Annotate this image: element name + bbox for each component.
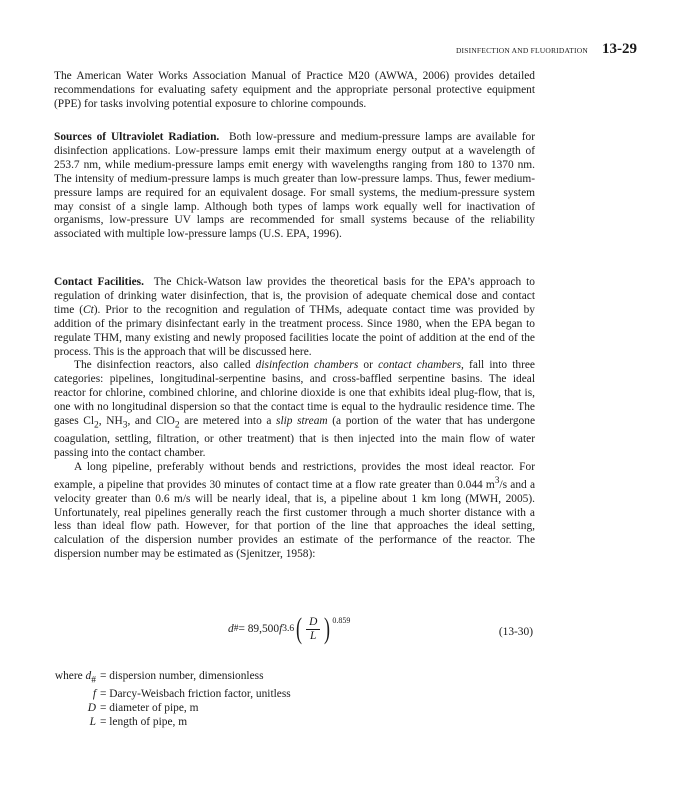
paragraph-text bbox=[54, 276, 535, 359]
paragraph-text bbox=[54, 461, 535, 562]
equation-lhs: d bbox=[228, 623, 234, 635]
running-title: DISINFECTION AND FLUORIDATION bbox=[455, 46, 588, 55]
text-run: , and ClO bbox=[127, 415, 175, 428]
uv-body: Both low-pressure and medium-pressure lamps are available for disinfection applications. Low-pressure lamps emit their maximum energy output at a wavelength of 253.7 nm, while medium-pressure lamps emit energy with wavelengths ranging from 180 to 1370 nm. The intensity of medium-pressure lamps is much greater than low-pressure lamps. Thus, fewer medium-pressure lamps are required for an equivalent dosage. For small systems, the medium-pressure system may consist of a single lamp. Although both types of lamps work equally well for inactivation of organisms, low-pressure UV lamps are recommended for small systems because of the reliability associated with multiple low-pressure lamps (U.S. EPA, 1996). bbox=[54, 131, 536, 241]
text-run: fall into three categories: pipelines, longitudinal-serpentine basins, and cross-baffled serpentine basins. The ideal reactor for chlorine, combined chlorine, and chlorine dioxide is one that exhibits ideal plug-flow, that is, one with no longitudinal dispersion so that the contact time is equal to the hydraulic residence time. The gases Cl bbox=[54, 359, 535, 428]
text-run: /s and a velocity greater than 0.6 m/s will be nearly ideal, that is, a pipeline about 1 km long (MWH, 2005). Unfortunately, real pipelines generally reach the first customer through a much shorter distance with a less than ideal flow path. However, for that portion of the line that approaches the ideal setting, calculation of the dispersion number provides an estimate of the performance of the reactor. The dispersion number may be estimated as (Sjenitzer, 1958): bbox=[54, 478, 535, 561]
text-run: are metered into a bbox=[179, 415, 277, 428]
equation-coefficient: = 89,500 bbox=[238, 623, 280, 635]
fraction-denominator: L bbox=[310, 629, 317, 642]
text-run: The disinfection reactors, also called bbox=[74, 359, 256, 372]
where-intro: where bbox=[54, 670, 83, 682]
text-run: (a portion of the water that has undergone coagulation, settling, filtration, or other treatment) that is then injected into the main flow of water passing into the contact chamber. bbox=[54, 415, 535, 460]
text-run-italic: slip stream bbox=[276, 415, 328, 428]
subscript: 2 bbox=[94, 420, 99, 431]
left-paren: ( bbox=[296, 612, 303, 645]
equation-number: (13-30) bbox=[498, 626, 533, 638]
paragraph-text bbox=[54, 359, 535, 461]
equation-fraction bbox=[306, 616, 320, 643]
text-run: The Chick-Watson law provides the theoretical basis for the EPA’s approach to regulation of drinking water disinfection, that is, the provision of adequate chemical dose and contact time ( bbox=[54, 276, 535, 316]
section-contact-facilities bbox=[54, 276, 535, 562]
equation-dispersion-number bbox=[228, 614, 350, 644]
text-run: or bbox=[358, 359, 379, 372]
equation-exponent: 0.859 bbox=[332, 616, 351, 625]
definition-label bbox=[54, 716, 100, 730]
definition-symbol: f bbox=[92, 688, 96, 701]
definition-symbol: D bbox=[87, 702, 96, 715]
definition-subscript: # bbox=[91, 675, 96, 686]
page-number: 13-29 bbox=[602, 41, 637, 57]
definition-label bbox=[54, 670, 100, 688]
definition-row bbox=[54, 670, 291, 688]
equation-lhs-subscript: # bbox=[233, 624, 239, 634]
definition-row bbox=[54, 716, 291, 730]
equation-friction-factor: f bbox=[279, 623, 283, 635]
definition-label bbox=[54, 688, 100, 702]
definition-text: = diameter of pipe, m bbox=[100, 702, 199, 715]
section-heading-uv: Sources of Ultraviolet Radiation. bbox=[54, 131, 220, 143]
superscript: 3 bbox=[494, 475, 500, 486]
section-heading-contact: Contact Facilities. bbox=[54, 276, 144, 288]
definition-text: = dispersion number, dimensionless bbox=[100, 670, 264, 682]
definition-row bbox=[54, 702, 291, 716]
subscript: 3 bbox=[122, 420, 128, 431]
text-run: ). Prior to the recognition and regulation of THMs, adequate contact time was provided by addition of the primary disinfectant early in the treatment process. Since 1980, when the EPA began to regulate THM, many existing and newly proposed facilities locate the point of addition at the end of the process. This is the approach that will be discussed here. bbox=[54, 303, 535, 358]
definition-label bbox=[54, 702, 100, 716]
text-run: , NH bbox=[98, 415, 123, 428]
text-run-italic: contact chambers, bbox=[378, 359, 464, 372]
definition-symbol: d bbox=[85, 670, 92, 682]
text-run-italic: disinfection chambers bbox=[255, 359, 359, 372]
paragraph-text: The American Water Works Association Manual of Practice M20 (AWWA, 2006) provides detailed recommendations for evaluating safety equipment and the appropriate personal protective equipment (PPE) for tasks involving potential exposure to chlorine compounds. bbox=[54, 70, 535, 110]
definition-row bbox=[54, 688, 291, 702]
running-head bbox=[456, 41, 637, 58]
subscript: 2 bbox=[174, 420, 180, 431]
definition-symbol: L bbox=[89, 716, 96, 728]
section-uv-sources bbox=[54, 131, 535, 242]
text-run: A long pipeline, preferably without bends and restrictions, provides the most ideal reactor. For example, a pipeline that provides 30 minutes of contact time at a flow rate greater than 0.044 m bbox=[54, 461, 535, 491]
text-run-italic: Ct bbox=[83, 303, 94, 316]
paragraph-text bbox=[54, 131, 535, 242]
right-paren: ) bbox=[324, 612, 331, 645]
definition-text: = length of pipe, m bbox=[100, 716, 188, 728]
fraction-numerator: D bbox=[306, 616, 320, 630]
equation-friction-exponent: 3.6 bbox=[282, 624, 295, 634]
variable-definitions bbox=[54, 670, 291, 730]
definition-text: = Darcy-Weisbach friction factor, unitless bbox=[100, 688, 291, 701]
paragraph-ppe bbox=[54, 70, 535, 112]
